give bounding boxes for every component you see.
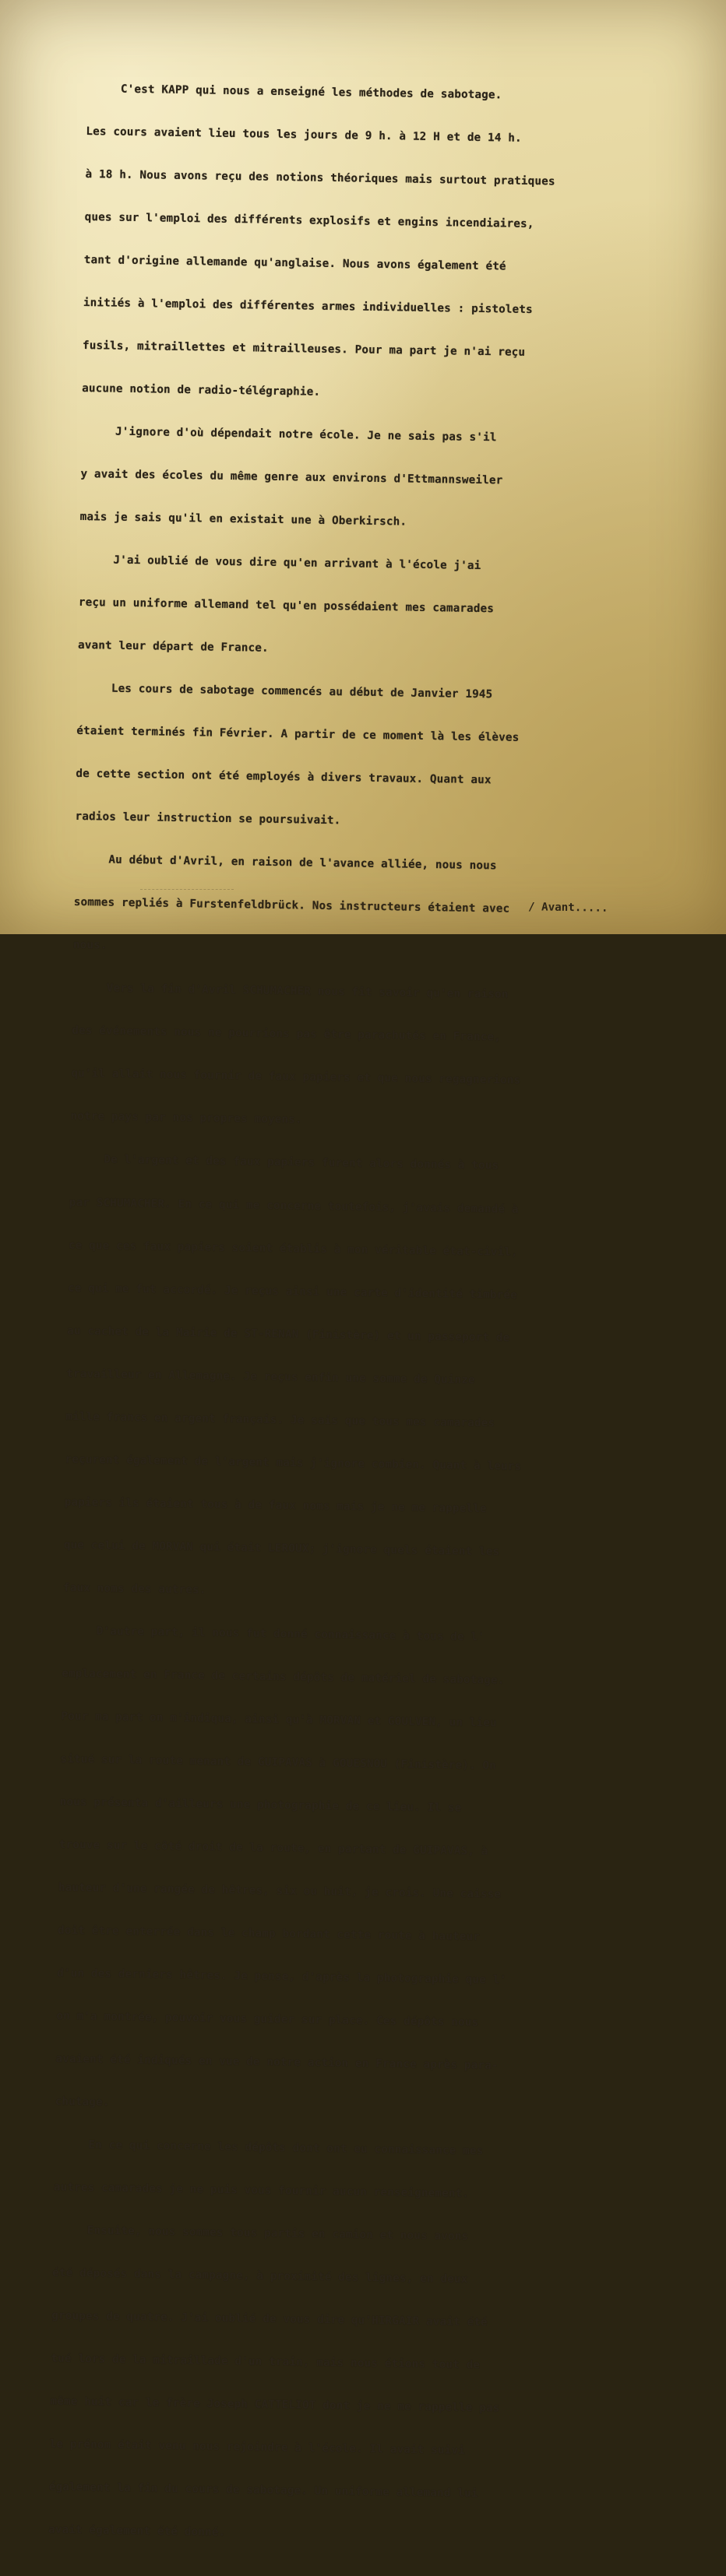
text-line: Les cours avaient lieu tous les jours de 9 h. à 12 H et de 14 h. bbox=[86, 125, 522, 145]
text-line: En ce qui concerne les dépôts dont ont eu connaissance mes bbox=[54, 2138, 484, 2158]
text-line: J'ignore d'où dépendait notre école. Je ne sais pas s'il bbox=[81, 424, 497, 445]
text-line: y avait des écoles du même genre aux environs d'Ettmannsweiler bbox=[80, 467, 503, 487]
text-line: J'ai oublié de vous dire qu'en arrivant à l'école j'ai bbox=[79, 553, 481, 573]
text-line: notre pays par nos propres moyens. bbox=[70, 1110, 302, 1126]
text-line: situé sur la route menant de GUIPAVAS à GOUESNOU (Finistère). On bbox=[60, 1752, 497, 1773]
text-line: doit être enterrée dans le champ bordant cette route à hauteur bbox=[57, 1924, 481, 1944]
continuation-marker: / Avant..... bbox=[527, 901, 608, 915]
text-line: trouve sur le côté droit de la route, en partant de GUIPAVAS, à bbox=[58, 1838, 488, 1858]
text-line: d'un des derniers hêtres. Je pense, d'après la photographie que l' bbox=[57, 1966, 507, 1987]
text-line: Vers la fin d'Avril SCHUMACHER nous fit savoir qu'en raison bbox=[72, 982, 509, 1001]
text-line: ques sur l'emploi des différents explosifs et engins incendiaires, bbox=[84, 210, 534, 230]
text-line: Ensuite, nous sommes tous partis en camion et nous avons bbox=[52, 2223, 469, 2244]
text-line: sommes repliés à Furstenfeldbrück. Nos instructeurs étaient avec bbox=[73, 896, 510, 915]
text-line: que celui de MORVAN qui était LEROUX; j'ignore quels étaient les bbox=[63, 1538, 500, 1559]
text-line: D'autre part, il nous fut donné connaissance à tous de l' bbox=[62, 1624, 485, 1644]
text-line: été déposés dans la campagne, à proximité des lignes, en deux bbox=[52, 2266, 468, 2286]
text-line: autres camarades je ne puis vous fournir aucun renseignement. bbox=[53, 2181, 470, 2201]
text-line: groupes de quatre. J'ai oublié de vous dire qu'HIRGAIR avait été bbox=[51, 2309, 488, 2329]
text-line: Les cours de sabotage commencés au début de Janvier 1945 bbox=[77, 682, 493, 701]
text-line: hauteur d'une rangée de hêtres, six ou huit, je crois. Une caisse bbox=[58, 1881, 502, 1901]
text-line: De l'argent et des faux papiers furent alors donnés à tous bbox=[69, 1153, 499, 1172]
document-body bbox=[48, 53, 715, 2576]
text-line: Pour ma part on m'indiqua, ainsi qu'à MORVAN et GOULVEN, un lieu bbox=[61, 1710, 497, 1730]
text-line: au cachet de la Mairie de ST-RENAN (Finistère) et un passeport de bbox=[67, 1324, 510, 1344]
text-line: Au début d'Avril, en raison de l'avance alliée, nous nous bbox=[74, 853, 497, 873]
text-line: de cette section ont été employés à divers travaux. Quant aux bbox=[76, 768, 492, 787]
text-line: fusils, mitraillettes et mitrailleuses. Pour ma part je n'ai reçu bbox=[82, 339, 526, 359]
text-line: travailleur en Allemagne. Je reçus enfin une somme de Quinze bbox=[66, 1367, 475, 1386]
text-line: le prénom était venu nous rejoindre à l'école. Il avait suivi bbox=[49, 2438, 466, 2458]
text-line: avait également été donné. bbox=[48, 2524, 226, 2539]
text-line: tant d'origine allemande qu'anglaise. Nous avons également été bbox=[83, 253, 506, 273]
faint-divider bbox=[140, 889, 234, 890]
text-line: emplacement en France de certains dépôts de matériel de sabotage. bbox=[62, 1667, 505, 1687]
text-line: mille francs en argent français. Je sais que tous mes camarades bbox=[65, 1410, 495, 1430]
text-line: également la fin du cours de sabotage. Un uniforme allemand lui bbox=[48, 2481, 478, 2500]
text-line: avaient été indiqués en vue de notre action en France après para- bbox=[55, 2052, 499, 2072]
text-line: chutage. bbox=[55, 2095, 110, 2109]
text-line: par SCHUMACHER. En ce qui me concerne toutefois, j'avais demandé à bbox=[69, 1196, 519, 1216]
text-line: des événements nous ne pourrions pas être parachutés en France, bbox=[72, 1024, 502, 1044]
text-line: qu'il allait nous fournir de faux papiers et que nous regagnerions bbox=[71, 1067, 521, 1088]
text-line: mais je sais qu'il en existait une à Oberkirsch. bbox=[79, 510, 407, 529]
text-line: reçu un uniforme allemand tel qu'en possédaient mes camarades bbox=[78, 596, 495, 616]
text-line: faux noms des autres. bbox=[62, 1581, 206, 1597]
text-line: ce qui me fut accordé. Je reçus ainsi une carte d'identité timbrée bbox=[67, 1281, 518, 1302]
text-line: étaient terminés fin Février. A partir de ce moment là les élèves bbox=[76, 725, 520, 744]
text-line: reçurent également de l'argent mais j'ignore combien. Quant à leurs bbox=[65, 1453, 522, 1473]
text-line: même huit car le frère Joseph CATTELIOT dont je ne me rappelle pas bbox=[50, 2395, 500, 2416]
text-line: nous. bbox=[72, 939, 107, 952]
text-line: ce que ces faux papiers soient établis à mon véritable état-civil, bbox=[68, 1239, 518, 1259]
text-line: papiers ils étaient tous à de faux noms mais je ne me rappelle bbox=[64, 1495, 487, 1516]
text-line: initiés à l'emploi des différentes armes individuelles : pistolets bbox=[83, 296, 533, 316]
text-line: à 18 h. Nous avons reçu des notions théoriques mais surtout pratiques bbox=[85, 167, 555, 188]
text-line: on m'a montrée, pouvoir vous guider sur place. Ces dépôts nous bbox=[56, 2009, 479, 2030]
text-line: C'est KAPP qui nous a enseigné les méthodes de sabotage. bbox=[86, 82, 502, 102]
text-line: aucune notion de radio-télégraphie. bbox=[82, 381, 321, 399]
text-line: avant leur départ de France. bbox=[77, 639, 269, 655]
text-line: nous présenta d'ailleurs une photographie de ce lieu. Il se bbox=[59, 1795, 462, 1815]
text-line: radios leur instruction se poursuivait. bbox=[75, 810, 341, 828]
text-line: tué lors de la mitraillade d'un train, mais nous étions tout de bbox=[51, 2352, 481, 2372]
